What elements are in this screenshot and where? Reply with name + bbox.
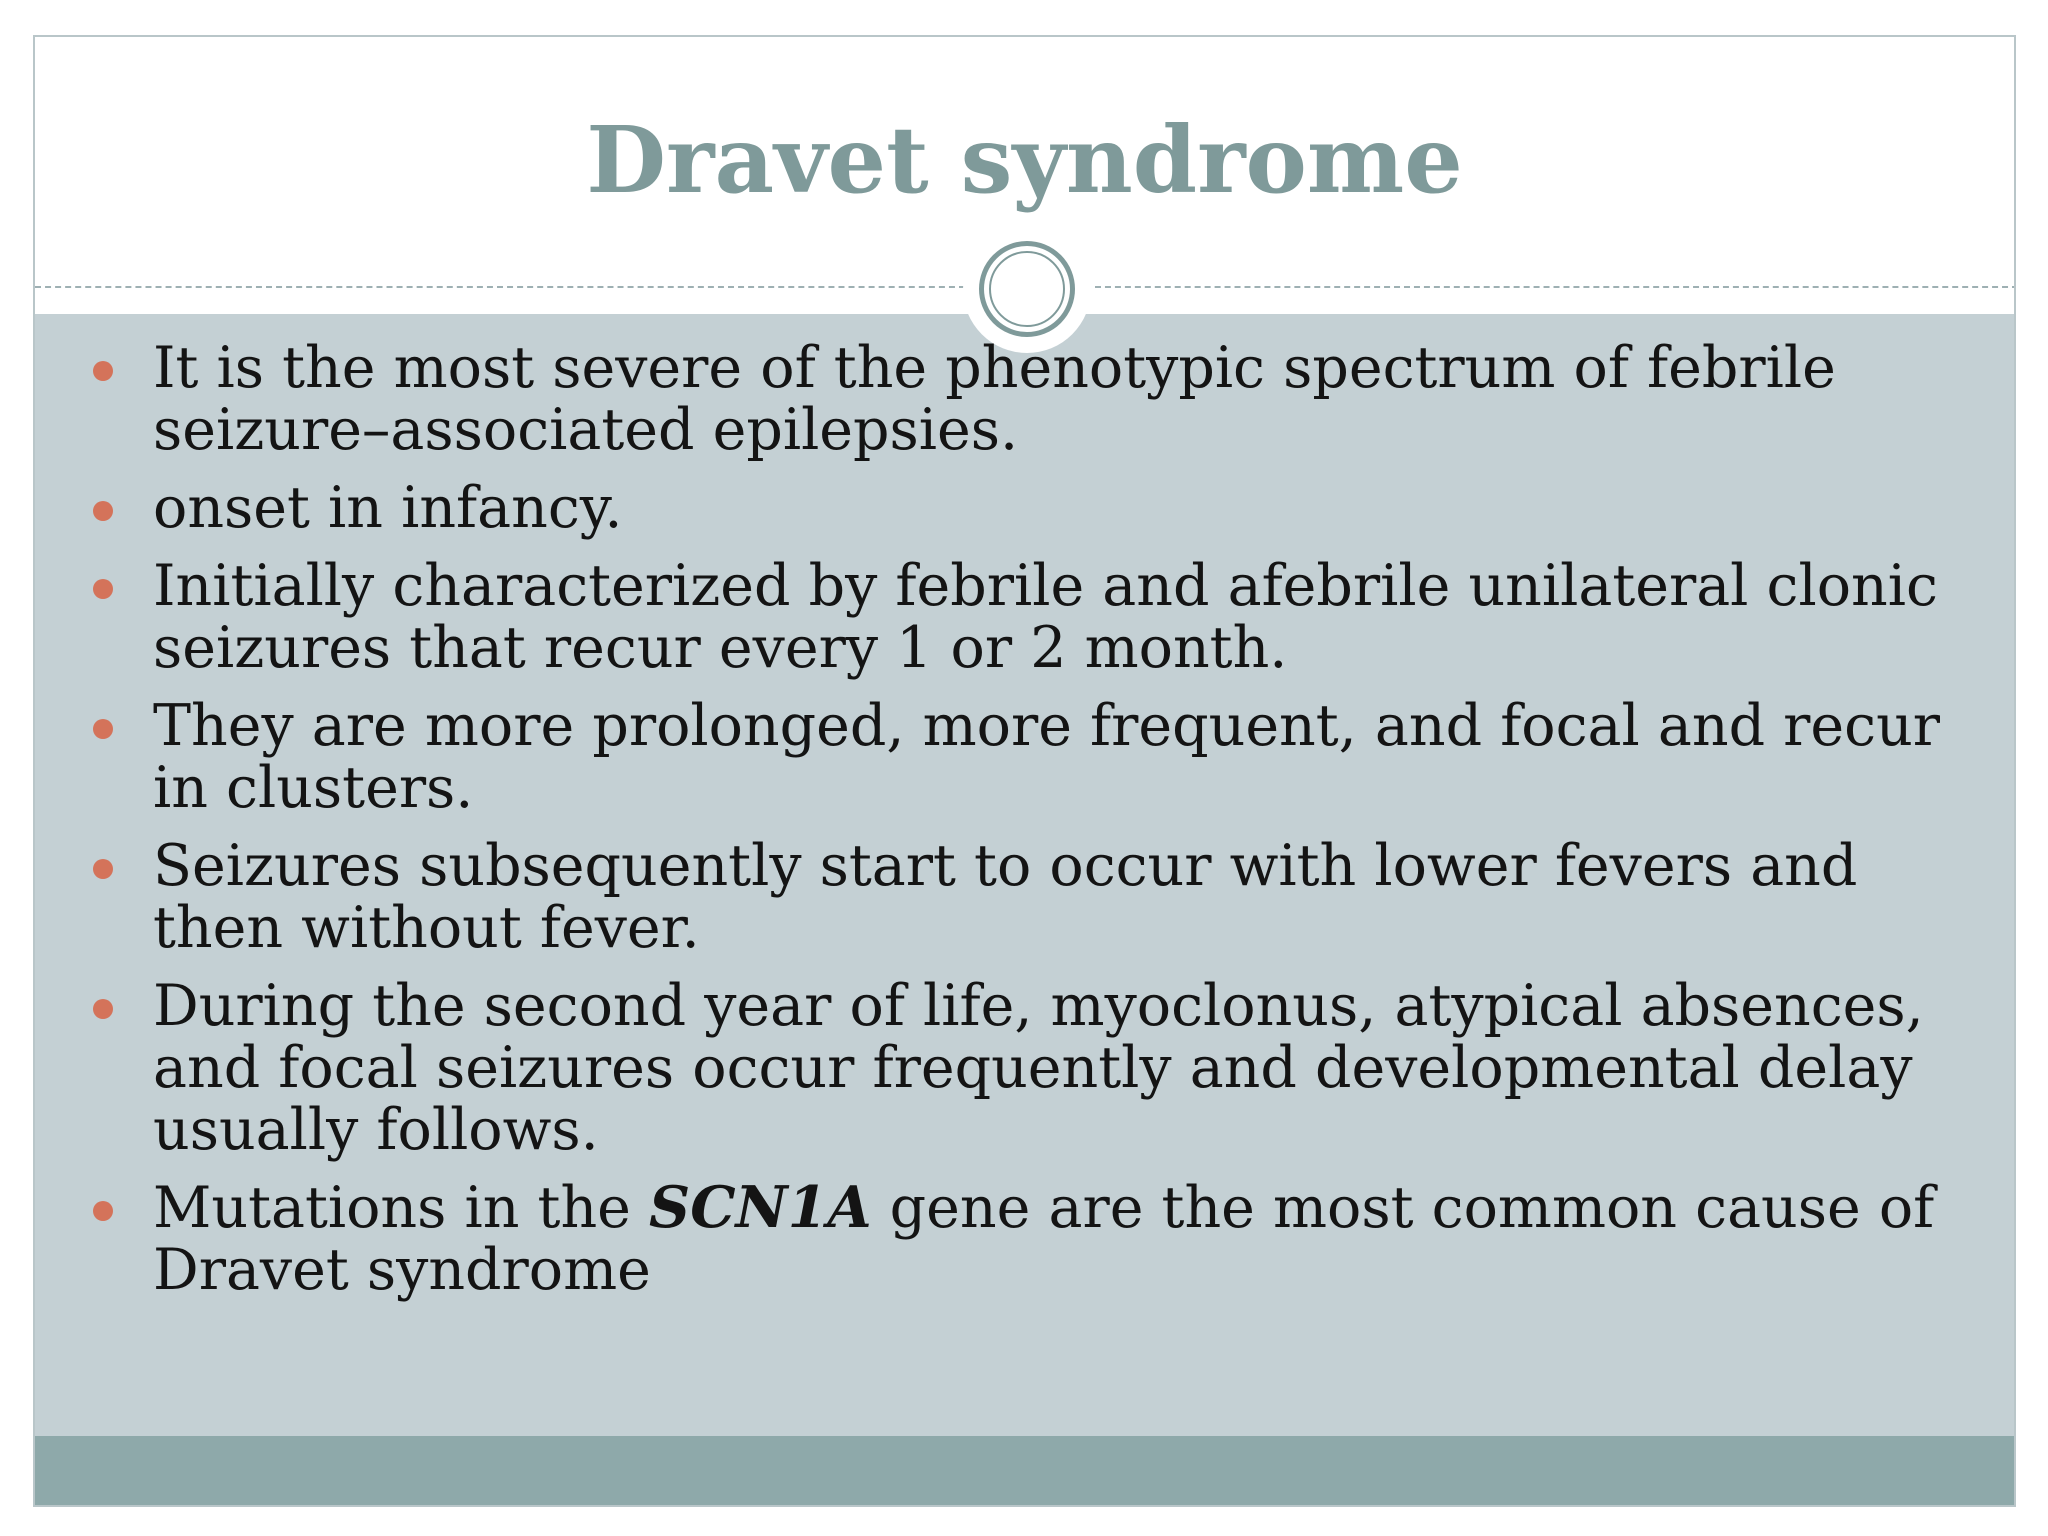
circle-ornament-icon [963,225,1091,353]
bullet-text: Initially characterized by febrile and afebrile unilateral clonic seizures that recur every 1 or 2 month. [153,553,1938,681]
bullet-item-onset [35,477,2014,539]
bullet-dot-icon [93,719,113,739]
footer-band [35,1436,2014,1507]
bullet-text-before: Mutations in the [153,1175,650,1241]
bullet-dot-icon [93,501,113,521]
gene-name: SCN1A [649,1174,872,1241]
bullet-text-after: gene are the most common cause of Dravet syndrome [153,1175,1935,1303]
bullet-item-initial-seizures [35,555,2014,679]
bullet-dot-icon [93,361,113,381]
title-divider-right [1095,286,2016,288]
bullet-item-fevers [35,835,2014,959]
bullet-text: onset in infancy. [153,475,623,541]
circle-ornament-ring [979,241,1075,337]
bullet-dot-icon [93,859,113,879]
bullet-dot-icon [93,579,113,599]
bullet-text: During the second year of life, myoclonus, atypical absences, and focal seizures occur frequently and developmental delay usually follows. [153,973,1924,1163]
bullet-item-clusters [35,695,2014,819]
bullet-list [35,337,2014,1317]
bullet-text: They are more prolonged, more frequent, and focal and recur in clusters. [153,693,1941,821]
bullet-item-second-year [35,975,2014,1161]
bullet-item-severity [35,337,2014,461]
slide [33,35,2016,1507]
title-divider-left [35,286,965,288]
bullet-item-mutations [35,1174,2014,1303]
bullet-text: It is the most severe of the phenotypic spectrum of febrile seizure–associated epilepsies. [153,335,1836,463]
slide-title: Dravet syndrome [586,106,1463,214]
bullet-text: Seizures subsequently start to occur with lower fevers and then without fever. [153,833,1858,961]
bullet-dot-icon [93,1201,113,1221]
bullet-dot-icon [93,999,113,1019]
